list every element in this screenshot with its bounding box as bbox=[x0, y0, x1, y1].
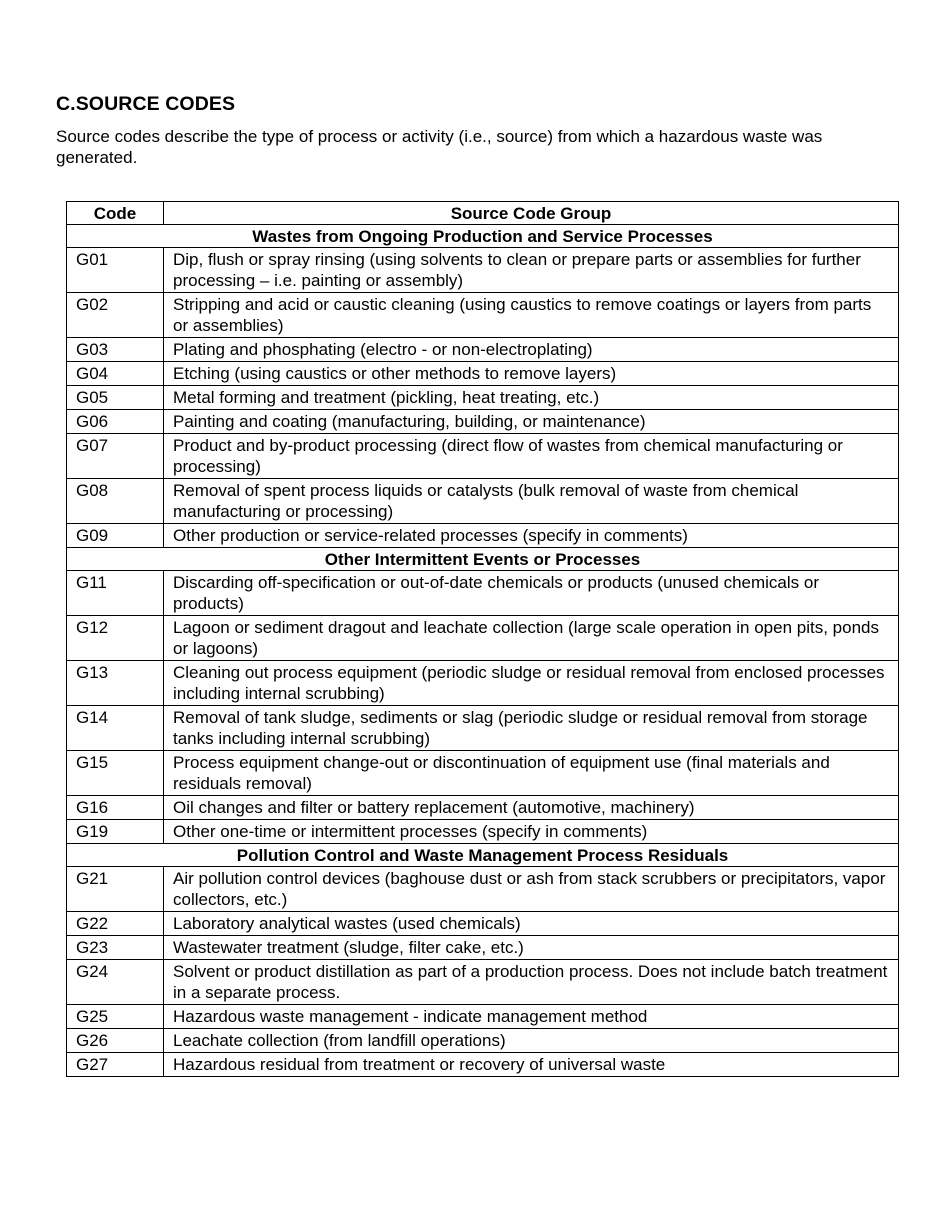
source-code-description: Oil changes and filter or battery replacement (automotive, machinery) bbox=[164, 796, 899, 820]
table-row bbox=[67, 524, 899, 548]
source-code: G08 bbox=[67, 479, 164, 524]
source-code: G13 bbox=[67, 661, 164, 706]
source-code-group-column-header: Source Code Group bbox=[164, 202, 899, 225]
source-code: G06 bbox=[67, 410, 164, 434]
group-title: Other Intermittent Events or Processes bbox=[67, 548, 899, 571]
source-code-description: Painting and coating (manufacturing, building, or maintenance) bbox=[164, 410, 899, 434]
group-title: Pollution Control and Waste Management Process Residuals bbox=[67, 844, 899, 867]
source-code: G07 bbox=[67, 434, 164, 479]
source-code-description: Leachate collection (from landfill operations) bbox=[164, 1029, 899, 1053]
table-row bbox=[67, 362, 899, 386]
source-code-description: Process equipment change-out or discontinuation of equipment use (final materials and residuals removal) bbox=[164, 751, 899, 796]
source-code: G04 bbox=[67, 362, 164, 386]
section-description: Source codes describe the type of process or activity (i.e., source) from which a hazardous waste was generated. bbox=[56, 127, 823, 167]
table-row bbox=[67, 479, 899, 524]
table-row bbox=[67, 820, 899, 844]
group-header-row bbox=[67, 548, 899, 571]
table-row bbox=[67, 434, 899, 479]
source-code-description: Wastewater treatment (sludge, filter cake, etc.) bbox=[164, 936, 899, 960]
source-code-description: Other one-time or intermittent processes (specify in comments) bbox=[164, 820, 899, 844]
table-row bbox=[67, 796, 899, 820]
source-code: G15 bbox=[67, 751, 164, 796]
source-code: G24 bbox=[67, 960, 164, 1005]
source-code: G11 bbox=[67, 571, 164, 616]
table-row bbox=[67, 410, 899, 434]
source-code-description: Air pollution control devices (baghouse dust or ash from stack scrubbers or precipitators, vapor collectors, etc.) bbox=[164, 867, 899, 912]
source-code-description: Removal of spent process liquids or catalysts (bulk removal of waste from chemical manufacturing or processing) bbox=[164, 479, 899, 524]
source-code-description: Removal of tank sludge, sediments or slag (periodic sludge or residual removal from storage tanks including internal scrubbing) bbox=[164, 706, 899, 751]
table-row bbox=[67, 571, 899, 616]
table-row bbox=[67, 1029, 899, 1053]
source-code: G23 bbox=[67, 936, 164, 960]
table-row bbox=[67, 1053, 899, 1077]
source-code-description: Dip, flush or spray rinsing (using solvents to clean or prepare parts or assemblies for further processing – i.e. painting or assembly) bbox=[164, 248, 899, 293]
source-code: G22 bbox=[67, 912, 164, 936]
source-code: G12 bbox=[67, 616, 164, 661]
table-row bbox=[67, 912, 899, 936]
table-row bbox=[67, 616, 899, 661]
table-row bbox=[67, 1005, 899, 1029]
table-row bbox=[67, 867, 899, 912]
source-code: G03 bbox=[67, 338, 164, 362]
table-row bbox=[67, 293, 899, 338]
table-row bbox=[67, 960, 899, 1005]
source-code: G09 bbox=[67, 524, 164, 548]
table-body bbox=[67, 225, 899, 1077]
table-row bbox=[67, 386, 899, 410]
source-code: G16 bbox=[67, 796, 164, 820]
table-row bbox=[67, 248, 899, 293]
source-code-description: Hazardous residual from treatment or recovery of universal waste bbox=[164, 1053, 899, 1077]
section-title: C.SOURCE CODES bbox=[56, 93, 236, 115]
group-header-row bbox=[67, 225, 899, 248]
table-row bbox=[67, 936, 899, 960]
group-header-row bbox=[67, 844, 899, 867]
group-title: Wastes from Ongoing Production and Service Processes bbox=[67, 225, 899, 248]
source-code-description: Discarding off-specification or out-of-date chemicals or products (unused chemicals or products) bbox=[164, 571, 899, 616]
source-code: G01 bbox=[67, 248, 164, 293]
source-code-description: Hazardous waste management - indicate management method bbox=[164, 1005, 899, 1029]
table-row bbox=[67, 751, 899, 796]
source-code-description: Other production or service-related processes (specify in comments) bbox=[164, 524, 899, 548]
table-row bbox=[67, 661, 899, 706]
table-header-row bbox=[67, 202, 899, 225]
source-codes-table bbox=[66, 201, 899, 1077]
source-code-description: Etching (using caustics or other methods to remove layers) bbox=[164, 362, 899, 386]
source-code: G02 bbox=[67, 293, 164, 338]
source-code-description: Plating and phosphating (electro - or non-electroplating) bbox=[164, 338, 899, 362]
source-code: G14 bbox=[67, 706, 164, 751]
source-code-description: Stripping and acid or caustic cleaning (using caustics to remove coatings or layers from parts or assemblies) bbox=[164, 293, 899, 338]
source-code: G25 bbox=[67, 1005, 164, 1029]
source-code-description: Lagoon or sediment dragout and leachate collection (large scale operation in open pits, ponds or lagoons) bbox=[164, 616, 899, 661]
table-row bbox=[67, 706, 899, 751]
source-code: G19 bbox=[67, 820, 164, 844]
source-code-description: Laboratory analytical wastes (used chemicals) bbox=[164, 912, 899, 936]
source-code: G05 bbox=[67, 386, 164, 410]
source-code: G27 bbox=[67, 1053, 164, 1077]
source-code: G26 bbox=[67, 1029, 164, 1053]
table-row bbox=[67, 338, 899, 362]
source-code: G21 bbox=[67, 867, 164, 912]
source-code-description: Solvent or product distillation as part of a production process. Does not include batch treatment in a separate process. bbox=[164, 960, 899, 1005]
source-code-description: Cleaning out process equipment (periodic sludge or residual removal from enclosed processes including internal scrubbing) bbox=[164, 661, 899, 706]
source-code-description: Product and by-product processing (direct flow of wastes from chemical manufacturing or processing) bbox=[164, 434, 899, 479]
source-code-description: Metal forming and treatment (pickling, heat treating, etc.) bbox=[164, 386, 899, 410]
code-column-header: Code bbox=[67, 202, 164, 225]
